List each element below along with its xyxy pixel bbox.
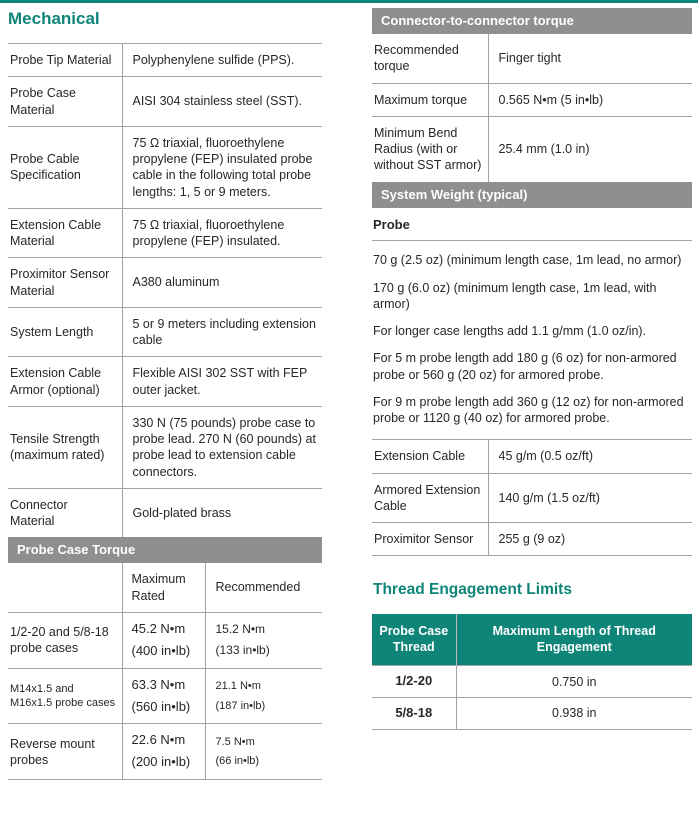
torque-col-max: Maximum Rated (122, 563, 205, 612)
torque-rec-value (205, 724, 322, 780)
spec-label: Proximitor Sensor (372, 523, 488, 556)
table-header-row (372, 614, 692, 666)
table-row (8, 44, 322, 77)
torque-max-value (122, 612, 205, 668)
component-weights-table (372, 439, 692, 556)
torque-row-label: M14x1.5 and M16x1.5 probe cases (8, 668, 122, 724)
spec-value: 25.4 mm (1.0 in) (488, 116, 692, 181)
spec-label: Minimum Bend Radius (with or without SST armor) (372, 116, 488, 181)
table-row (8, 208, 322, 258)
table-row (8, 724, 322, 780)
table-row (372, 473, 692, 523)
connector-torque-table (372, 34, 692, 182)
torque-value-inlb: (66 in•lb) (215, 755, 260, 768)
weight-paragraph: For 9 m probe length add 360 g (12 oz) for non-armored probe or 1120 g (40 oz) for armored probe. (373, 394, 684, 426)
spec-label: Extension Cable Material (8, 208, 122, 258)
torque-row-label: 1/2-20 and 5/8-18 probe cases (8, 612, 122, 668)
torque-max-value (122, 668, 205, 724)
spec-label: Maximum torque (372, 83, 488, 116)
torque-col-rec: Recommended (215, 580, 301, 595)
spec-label: Extension Cable Armor (optional) (8, 357, 122, 407)
engagement-value: 0.938 in (456, 698, 692, 730)
engagement-value: 0.750 in (456, 666, 692, 698)
spec-label: Probe Case Material (8, 77, 122, 127)
spec-value: AISI 304 stainless steel (SST). (122, 77, 322, 127)
spec-label: Tensile Strength (maximum rated) (8, 406, 122, 488)
weight-paragraph: For longer case lengths add 1.1 g/mm (1.0 oz/in). (373, 324, 647, 339)
section-header-probe-case-torque: Probe Case Torque (8, 537, 322, 563)
weight-paragraph: 70 g (2.5 oz) (minimum length case, 1m lead, no armor) (373, 253, 682, 268)
section-header-system-weight: System Weight (typical) (372, 182, 692, 208)
table-row (8, 612, 322, 668)
table-row (8, 307, 322, 357)
mechanical-spec-table (8, 43, 322, 537)
spec-label: Recommended torque (372, 34, 488, 83)
torque-rec-value (205, 612, 322, 668)
table-row (372, 83, 692, 116)
spec-label: Probe Cable Specification (8, 126, 122, 208)
torque-value-nm: 15.2 N•m (215, 622, 266, 637)
spec-value: 140 g/m (1.5 oz/ft) (488, 473, 692, 523)
table-row (372, 698, 692, 730)
spec-label: Probe Tip Material (8, 44, 122, 77)
spec-label: System Length (8, 307, 122, 357)
torque-value-inlb: (187 in•lb) (215, 699, 266, 712)
spec-value: 75 Ω triaxial, fluoroethylene propylene (FEP) insulated. (122, 208, 322, 258)
table-header-row (8, 563, 322, 612)
probe-case-torque-table (8, 563, 322, 780)
torque-value-nm: 22.6 N•m (131, 732, 186, 748)
torque-value-inlb: (200 in•lb) (131, 754, 191, 770)
torque-value-inlb: (400 in•lb) (131, 642, 191, 658)
table-row (8, 77, 322, 127)
spec-value: Polyphenylene sulfide (PPS). (122, 44, 322, 77)
thread-col-header: Probe Case Thread (372, 614, 456, 666)
torque-value-nm: 7.5 N•m (215, 736, 255, 748)
torque-value-nm: 21.1 N•m (215, 680, 261, 693)
page-top-accent-strip (0, 0, 698, 3)
spec-value: 5 or 9 meters including extension cable (122, 307, 322, 357)
right-column (372, 8, 692, 730)
weight-subheader-probe: Probe (373, 216, 410, 232)
spec-label: Connector Material (8, 488, 122, 537)
section-title-thread-engagement: Thread Engagement Limits (373, 581, 572, 599)
spec-label: Proximitor Sensor Material (8, 258, 122, 308)
thread-engagement-table (372, 614, 692, 731)
thread-size: 5/8-18 (372, 698, 456, 730)
engagement-col-header: Maximum Length of Thread Engagement (456, 614, 692, 666)
spec-value: A380 aluminum (122, 258, 322, 308)
table-row (8, 668, 322, 724)
table-row (372, 523, 692, 556)
spec-label: Extension Cable (372, 440, 488, 473)
torque-value-inlb: (560 in•lb) (131, 698, 191, 714)
spec-value: Flexible AISI 302 SST with FEP outer jacket. (122, 357, 322, 407)
table-row (372, 116, 692, 181)
spec-value: 45 g/m (0.5 oz/ft) (488, 440, 692, 473)
table-row (372, 666, 692, 698)
section-title-mechanical: Mechanical (8, 9, 100, 28)
table-row (372, 440, 692, 473)
table-row (8, 488, 322, 537)
torque-value-nm: 63.3 N•m (131, 676, 186, 692)
torque-row-label: Reverse mount probes (8, 724, 122, 780)
table-row (8, 126, 322, 208)
section-header-connector-torque: Connector-to-connector torque (372, 8, 692, 34)
weight-paragraph: For 5 m probe length add 180 g (6 oz) for non-armored probe or 560 g (20 oz) for armored probe. (373, 351, 677, 382)
spec-value: 0.565 N•m (5 in•lb) (488, 83, 692, 116)
weight-paragraph: 170 g (6.0 oz) (minimum length case, 1m lead, with armor) (373, 280, 657, 311)
torque-rec-value (205, 668, 322, 724)
torque-max-value (122, 724, 205, 780)
torque-value-nm: 45.2 N•m (131, 620, 186, 636)
spec-value: 255 g (9 oz) (488, 523, 692, 556)
left-column (8, 6, 322, 780)
thread-size: 1/2-20 (372, 666, 456, 698)
torque-col-empty (8, 563, 122, 612)
divider (372, 240, 692, 241)
torque-value-inlb: (133 in•lb) (215, 642, 270, 657)
spec-label: Armored Extension Cable (372, 473, 488, 523)
spec-value: Gold-plated brass (122, 488, 322, 537)
table-row (372, 34, 692, 83)
table-row (8, 357, 322, 407)
spec-value: Finger tight (498, 51, 562, 66)
table-row (8, 406, 322, 488)
spec-value: 75 Ω triaxial, fluoroethylene propylene (FEP) insulated probe cable in the following total probe lengths: 1, 5 or 9 meters. (122, 126, 322, 208)
table-row (8, 258, 322, 308)
spec-value: 330 N (75 pounds) probe case to probe lead. 270 N (60 pounds) at probe lead to extension cable connectors. (122, 406, 322, 488)
